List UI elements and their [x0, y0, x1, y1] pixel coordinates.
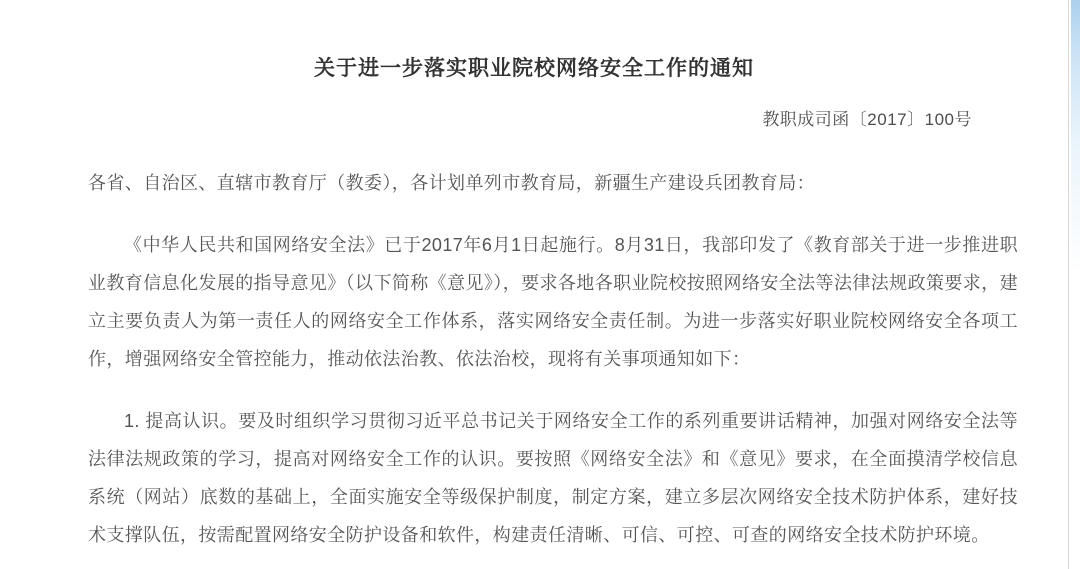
salutation-line: 各省、自治区、直辖市教育厅（教委），各计划单列市教育局，新疆生产建设兵团教育局：	[88, 173, 815, 193]
page-edge-gradient	[1071, 0, 1080, 569]
body-paragraph: 《中华人民共和国网络安全法》已于2017年6月1日起施行。8月31日，我部印发了《教育部关于进一步推进职业教育信息化发展的指导意见》（以下简称《意见》），要求各地各职业院校按照网络安全法等法律法规政策要求，建立主要负责人为第一责任人的网络安全工作体系，落实网络安全责任制。为进一步落实好职业院校网络安全各项工作，增强网络安全管控能力，推动依法治教、依法治校，现将有关事项通知如下：	[88, 235, 1018, 369]
body-paragraph: 1. 提高认识。要及时组织学习贯彻习近平总书记关于网络安全工作的系列重要讲话精神，加强对网络安全法等法律法规政策的学习，提高对网络安全工作的认识。要按照《网络安全法》和《意见》要求，在全面摸清学校信息系统（网站）底数的基础上，全面实施安全等级保护制度，制定方案，建立多层次网络安全技术防护体系，建好技术支撑队伍，按需配置网络安全防护设备和软件，构建责任清晰、可信、可控、可查的网络安全技术防护环境。	[88, 411, 1018, 545]
document-body	[0, 164, 1068, 554]
page-edge-rule	[1068, 0, 1069, 569]
document-number: 教职成司函〔2017〕100号	[762, 110, 972, 129]
document-title: 关于进一步落实职业院校网络安全工作的通知	[314, 57, 754, 80]
